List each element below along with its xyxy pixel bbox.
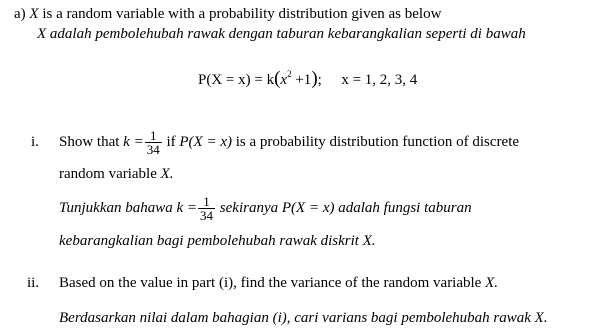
part-ii-question-ms: Berdasarkan nilai dalam bahagian (i), cari varians bagi pembolehubah rawak X. <box>59 310 548 326</box>
part-i-label: i. <box>31 134 39 150</box>
probability-formula <box>198 70 417 89</box>
part-a-statement-ms: X adalah pembolehubah rawak dengan taburan kebarangkalian seperti di bawah <box>37 26 526 42</box>
formula-plus-one: +1 <box>291 72 312 88</box>
k-fraction-denominator: 34 <box>146 142 160 158</box>
k-fraction-ms-numerator: 1 <box>198 195 215 209</box>
k-fraction-ms <box>198 195 215 222</box>
k-fraction <box>145 129 162 156</box>
formula-close-paren: ) <box>311 68 318 89</box>
formula-separator: ; <box>317 72 322 88</box>
part-i-prob-expr: P(X = x) <box>179 134 232 150</box>
formula-domain: x = 1, 2, 3, 4 <box>341 72 418 88</box>
formula-base: x <box>280 72 288 88</box>
part-i-tunjukkan: Tunjukkan bahawa <box>59 200 173 216</box>
part-a-header <box>14 5 441 23</box>
k-fraction-numerator: 1 <box>145 129 162 143</box>
part-a-statement-en: is a random variable with a probability distribution given as below <box>42 6 442 22</box>
formula-exponent: 2 <box>287 69 292 79</box>
part-i-line1-ms <box>59 191 472 225</box>
random-variable-symbol: X <box>29 6 39 22</box>
part-i-show-that: Show that <box>59 134 120 150</box>
part-i-condition-ms: adalah fungsi taburan <box>338 200 472 216</box>
part-ii-question-en <box>59 274 498 292</box>
part-a-label: a) <box>14 6 26 22</box>
formula-lhs: P(X = x) = k <box>198 72 275 88</box>
part-i-prob-expr-ms: P(X = x) <box>281 200 335 216</box>
part-i-k-eq: k = <box>123 134 144 150</box>
part-ii-text-en: Based on the value in part (i), find the variance of the random variable <box>59 275 482 291</box>
part-i-k-eq-ms: k = <box>176 200 198 216</box>
part-i-line2-en <box>59 165 174 183</box>
part-i-condition-en: is a probability distribution function of discrete <box>235 134 520 150</box>
part-i-sekiranya: sekiranya <box>219 200 279 216</box>
part-i-random-variable-symbol: X. <box>160 166 174 182</box>
part-ii-label: ii. <box>27 275 40 291</box>
k-fraction-ms-denominator: 34 <box>200 208 214 224</box>
part-i-if: if <box>166 134 176 150</box>
part-ii-variable: X. <box>485 275 499 291</box>
part-i-line1-en <box>59 125 519 159</box>
part-i-line2-ms: kebarangkalian bagi pembolehubah rawak diskrit X. <box>59 233 376 249</box>
part-i-random-variable-text: random variable <box>59 166 157 182</box>
formula-open-paren: ( <box>274 68 281 89</box>
